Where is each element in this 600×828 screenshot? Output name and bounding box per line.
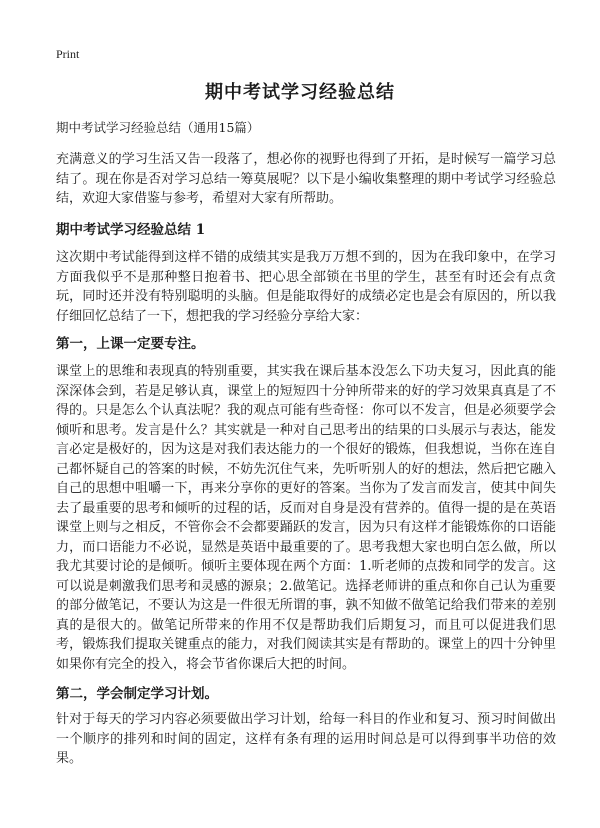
point-1-paragraph: 课堂上的思维和表现真的特别重要，其实我在课后基本没怎么下功夫复习，因此真的能深深体会到，若是足够认真，课堂上的短短四十分钟所带来的好的学习效果真真是了不得的。只是怎么个认真法呢？我的观点可能有些奇怪：你可以不发言，但是必须要学会倾听和思考。发言是什么？其实就是一种对自己思考出的结果的口头展示与表达，能发言必定是极好的，因为这是对我们表达能力的一个很好的锻炼，但我想说，当你在连自己都怀疑自己的答案的时候，不妨先沉住气来，先听听别人的好的想法，然后把它融入自己的思想中咀嚼一下，再来分享你的更好的答案。当你为了发言而发言，使其中间失去了最重要的思考和倾听的过程的话，反而对自身是没有营养的。值得一提的是在英语课堂上则与之相反，不管你会不会都要踊跃的发言，因为只有这样才能锻炼你的口语能力，而口语能力不必说，显然是英语中最重要的了。思考我想大家也明白怎么做，所以我尤其要讨论的是倾听。倾听主要体现在两个方面：1.听老师的点拨和同学的发言。这可以说是刺激我们思考和灵感的源泉；2.做笔记。选择老师讲的重点和你自己认为重要的部分做笔记，不要认为这是一件很无所谓的事，孰不知做不做笔记给我们带来的差别真的是很大的。做笔记所带来的作用不仅是帮助我们后期复习，而且可以促进我们思考，锻炼我们提取关键重点的能力，对我们阅读其实是有帮助的。课堂上的四十分钟里如果你有完全的投入，将会节省你课后大把的时间。 [56, 364, 556, 672]
point-2-paragraph: 针对于每天的学习内容必须要做出学习计划，给每一科目的作业和复习、预习时间做出一个顺序的排列和时间的固定，这样有条有理的运用时间总是可以得到事半功倍的效果。 [56, 712, 556, 766]
document-subtitle: 期中考试学习经验总结（通用15篇） [56, 120, 260, 135]
intro-paragraph: 充满意义的学习生活又告一段落了，想必你的视野也得到了开拓，是时候写一篇学习总结了。现在你是否对学习总结一筹莫展呢？以下是小编收集整理的期中考试学习经验总结，欢迎大家借鉴与参考，希望对大家有所帮助。 [56, 152, 556, 206]
page-title: 期中考试学习经验总结 [205, 82, 395, 103]
point-1-heading: 第一，上课一定要专注。 [56, 336, 205, 352]
section-1-paragraph: 这次期中考试能得到这样不错的成绩其实是我万万想不到的，因为在我印象中，在学习方面我似乎不是那种整日抱着书、把心思全部锁在书里的学生，甚至有时还会有点贪玩，同时还并没有特别聪明的头脑。但是能取得好的成绩必定也是会有原因的，所以我仔细回忆总结了一下，想把我的学习经验分享给大家： [56, 250, 556, 324]
section-heading-1: 期中考试学习经验总结 1 [56, 222, 206, 238]
print-link[interactable]: Print [56, 47, 80, 61]
point-2-heading: 第二，学会制定学习计划。 [56, 686, 218, 702]
